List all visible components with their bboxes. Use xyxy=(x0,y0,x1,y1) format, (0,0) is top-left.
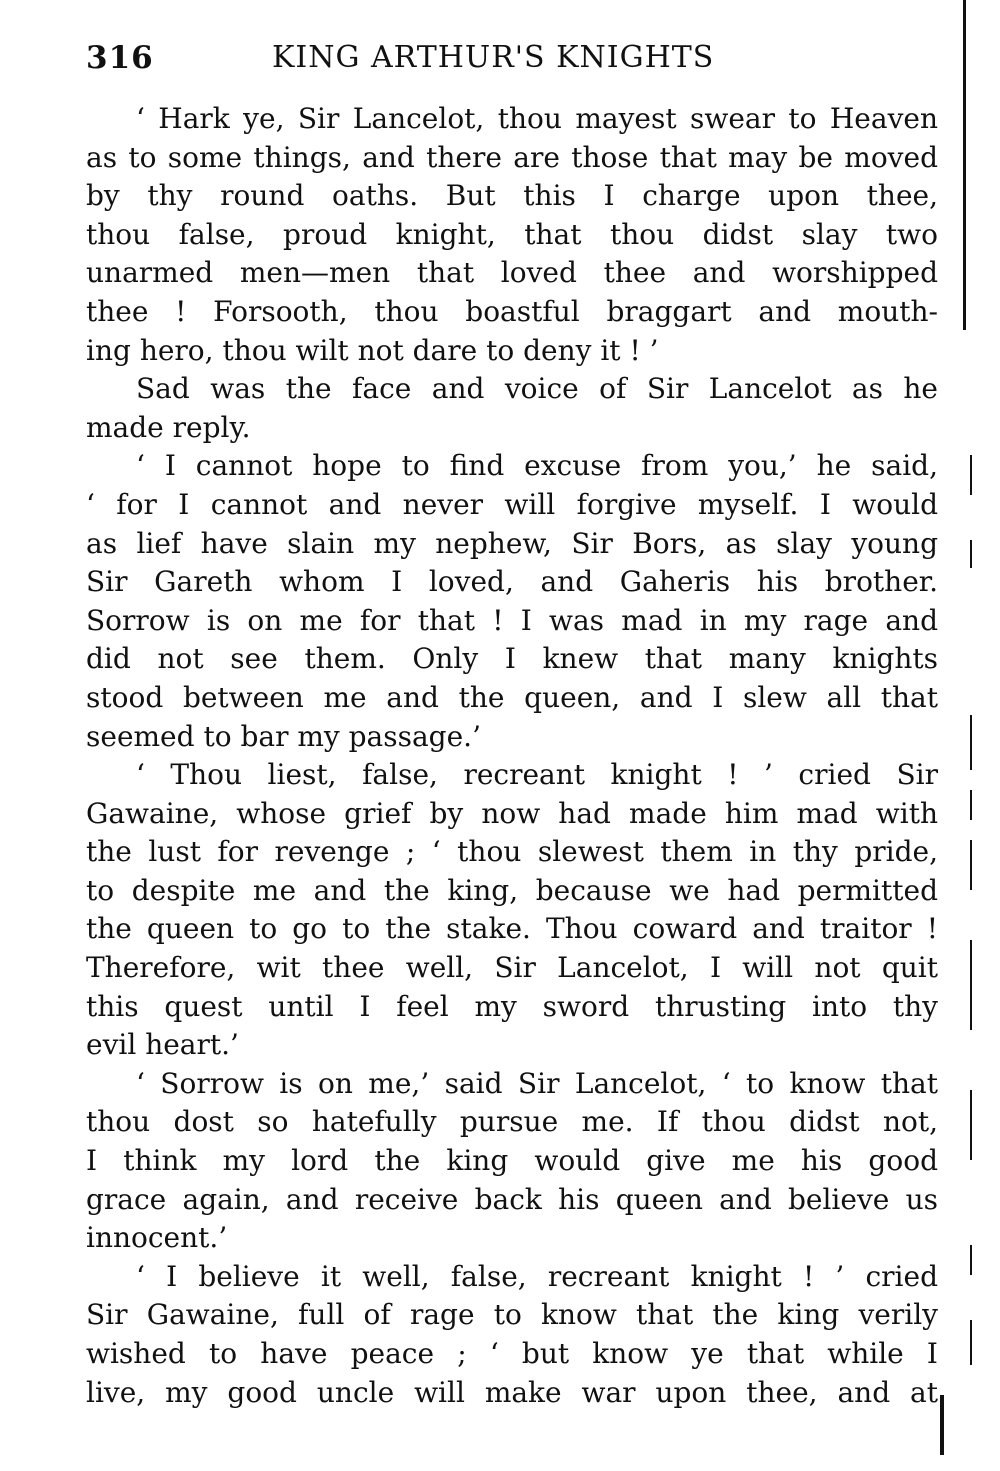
page-edge-mark xyxy=(970,1090,972,1160)
text-line: seemed to bar my passage.’ xyxy=(86,719,481,753)
text-line: as to some things, and there are those that may be moved xyxy=(86,140,938,174)
text-line: did not see them. Only I knew that many knights xyxy=(86,642,938,676)
text-line: live, my good uncle will make war upon thee, and at xyxy=(86,1375,938,1409)
text-line: innocent.’ xyxy=(86,1221,228,1255)
page-edge-mark xyxy=(970,790,972,820)
text-line: thou dost so hatefully pursue me. If thou didst not, xyxy=(86,1105,938,1139)
body-text xyxy=(86,100,938,1412)
text-line: the queen to go to the stake. Thou coward and traitor ! xyxy=(86,912,938,946)
page-edge-mark xyxy=(970,1320,972,1365)
text-line: Sir Gawaine, full of rage to know that the king verily xyxy=(86,1298,938,1332)
text-line: ‘ Sorrow is on me,’ said Sir Lancelot, ‘ to know that xyxy=(136,1066,938,1100)
text-line: Sir Gareth whom I loved, and Gaheris his brother. xyxy=(86,565,938,599)
text-line: the lust for revenge ; ‘ thou slewest them in thy pride, xyxy=(86,835,938,869)
text-line: by thy round oaths. But this I charge upon thee, xyxy=(86,179,938,213)
text-line: Sad was the face and voice of Sir Lancelot as he xyxy=(136,372,938,406)
text-line: thee ! Forsooth, thou boastful braggart and mouth- xyxy=(86,294,938,328)
text-line: made reply. xyxy=(86,410,251,444)
page-number: 316 xyxy=(86,40,154,76)
text-line: thou false, proud knight, that thou didst slay two xyxy=(86,217,938,251)
text-line: this quest until I feel my sword thrusting into thy xyxy=(86,989,938,1023)
page-edge-mark xyxy=(970,940,972,1030)
running-head xyxy=(86,40,938,80)
text-line: wished to have peace ; ‘ but know ye that while I xyxy=(86,1337,938,1370)
page-edge-mark xyxy=(940,1395,944,1455)
text-line: to despite me and the king, because we had permitted xyxy=(86,873,938,907)
text-line: ‘ Hark ye, Sir Lancelot, thou mayest swear to Heaven xyxy=(136,102,938,135)
running-title: KING ARTHUR'S KNIGHTS xyxy=(272,40,715,75)
text-line: ‘ I cannot hope to find excuse from you,’ he said, xyxy=(136,449,938,483)
page-edge-shadow xyxy=(963,0,966,330)
page-edge-mark xyxy=(970,715,972,770)
text-line: Therefore, wit thee well, Sir Lancelot, I will not quit xyxy=(86,951,938,985)
page-edge-mark xyxy=(970,1245,972,1275)
text-line: Gawaine, whose grief by now had made him mad with xyxy=(86,796,938,830)
text-line: grace again, and receive back his queen and believe us xyxy=(86,1182,938,1216)
page-edge-mark xyxy=(970,840,972,890)
text-line: I think my lord the king would give me his good xyxy=(86,1144,938,1178)
page-edge-mark xyxy=(970,540,972,568)
text-line: evil heart.’ xyxy=(86,1028,239,1062)
text-line: unarmed men—men that loved thee and worshipped xyxy=(86,256,938,290)
text-line: ‘ for I cannot and never will forgive myself. I would xyxy=(86,487,938,521)
text-line: as lief have slain my nephew, Sir Bors, as slay young xyxy=(86,526,938,560)
page-edge-mark xyxy=(970,455,972,495)
text-line: ‘ Thou liest, false, recreant knight ! ’ cried Sir xyxy=(136,758,938,792)
text-line: stood between me and the queen, and I slew all that xyxy=(86,680,938,714)
text-line: Sorrow is on me for that ! I was mad in my rage and xyxy=(86,603,938,637)
text-line: ing hero, thou wilt not dare to deny it ! ’ xyxy=(86,333,659,367)
text-line: ‘ I believe it well, false, recreant knight ! ’ cried xyxy=(136,1259,938,1293)
